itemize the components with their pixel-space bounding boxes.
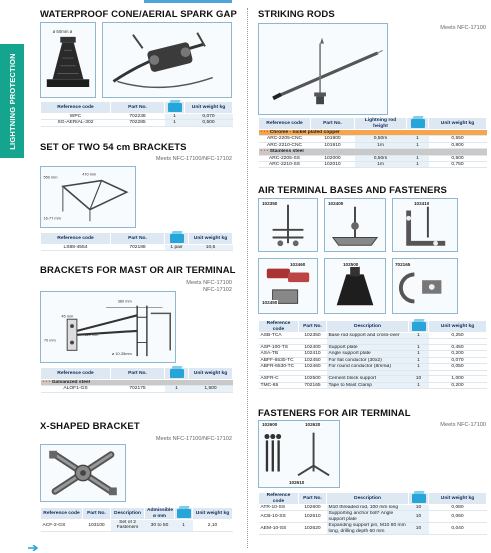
brackets54-title: SET OF TWO 54 cm BRACKETS [40, 142, 187, 153]
x-bracket-table [40, 507, 233, 532]
mast-brackets-table [40, 367, 233, 393]
cell-weight: 0,800 [429, 142, 487, 148]
cell-ref: ARC-2205-SS [259, 155, 311, 161]
table-row [259, 511, 487, 523]
cell-part: 702188 [111, 245, 165, 251]
cell-ref: ASA-TB [259, 351, 299, 357]
cell-part: 101900 [311, 136, 355, 142]
cell-qty: 10 [409, 511, 429, 523]
table-row [259, 382, 487, 388]
table-row [259, 523, 487, 535]
th-ref: Reference code [41, 233, 111, 245]
cell-weight: 0,550 [429, 136, 487, 142]
box-icon [165, 368, 189, 380]
mast-bracket-image [40, 291, 176, 363]
side-tab[interactable] [0, 44, 24, 158]
label-102600: 102600 [262, 422, 278, 427]
group-row: • • • Chrome - nickel plated copper [259, 130, 487, 136]
cell-weight: 0,070 [185, 114, 233, 120]
cell-weight: 0,050 [429, 364, 487, 370]
table-row [259, 357, 487, 363]
bases-table [258, 320, 487, 389]
cell-weight: 0,080 [429, 505, 487, 511]
th-desc: Description [327, 493, 409, 505]
cell-desc: Base rod support and cross-over [327, 333, 409, 339]
cell-part: 702285 [111, 120, 165, 126]
cell-ref: ALOF1-GS [41, 386, 111, 392]
cell-ref: SG-AERIAL-302 [41, 120, 111, 126]
th-unit-weight: Unit weight kg [429, 321, 487, 333]
table-row [259, 364, 487, 370]
dim-a: 380 mm [117, 298, 132, 304]
table-row [41, 120, 233, 126]
cell-qty: 1 [409, 345, 429, 351]
spark-gap-title: WATERPROOF CONE/AERIAL SPARK GAP [40, 9, 237, 20]
cell-ref: LS88-4554 [41, 245, 111, 251]
striking-rods-title: STRIKING RODS [258, 9, 335, 20]
cell-part: 102500 [299, 376, 327, 382]
cell-qty: 1 [409, 333, 429, 339]
dim-b: 45 mm [61, 313, 74, 319]
cell-height: 0,50m [355, 155, 407, 161]
table-row: ACF-2-GS 103100 Set of 2 Fasteners 30 to 50 1 2,10 [41, 520, 233, 532]
cell-qty: 1 [407, 136, 429, 142]
cell-qty: 1 [409, 382, 429, 388]
base-102350-image [258, 198, 318, 252]
label-102460: 102460 [290, 262, 306, 267]
brackets54-image [40, 166, 136, 228]
box-icon [409, 493, 429, 505]
striking-rod-image [258, 23, 388, 115]
cell-ref: AEM-10-SS [259, 523, 299, 535]
th-ref: Reference code [41, 102, 111, 114]
cell-qty: 1 [409, 364, 429, 370]
page-arrow-icon[interactable] [28, 545, 38, 551]
table-row [41, 386, 233, 392]
cell-ref: TMC-65 [259, 382, 299, 388]
cell-weight: 1,000 [429, 376, 487, 382]
cell-part: 102010 [311, 162, 355, 168]
dim-a: 550 mm [43, 174, 58, 180]
th-unit-weight: Unit weight kg [189, 233, 233, 245]
cell-qty: 1 pair [165, 245, 189, 251]
cell-ref: ABFF-6530-TC [259, 357, 299, 363]
fasteners-table [258, 492, 487, 535]
base-102450-102460-image [258, 258, 318, 314]
th-part: Part No. [111, 368, 165, 380]
cell-ref: ASFR-C [259, 376, 299, 382]
cell-qty: 1 [165, 114, 185, 120]
group-label: Chrome - nickel plated copper [269, 130, 340, 135]
cell-part: 102000 [311, 155, 355, 161]
cell-qty: 1 [409, 357, 429, 363]
bases-title: AIR TERMINAL BASES AND FASTENERS [258, 185, 447, 196]
cell-part: 702175 [111, 386, 165, 392]
label-102620: 102620 [305, 422, 321, 427]
cell-desc: Supporting anchor bolt* Angle support plate [327, 511, 409, 523]
cell-height: 0,50m [355, 136, 407, 142]
th-ref: Reference code [41, 368, 111, 380]
brackets54-norm: Meets NFC-17100/NFC-17102 [155, 156, 232, 162]
cell-part: 102350 [299, 333, 327, 339]
box-icon [175, 508, 193, 520]
striking-rods-table [258, 117, 487, 168]
base-102410-image [392, 198, 458, 252]
cell-desc: Expanding support pin, M10 80 mm long, drilling depth 60 mm [327, 523, 409, 535]
th-part: Part No. [111, 102, 165, 114]
cell-weight: 1,500 [189, 386, 233, 392]
th-admissible: Admissible ø mm [145, 508, 175, 520]
group-row: • • • Galvanized steel [41, 380, 233, 386]
cell-weight: 0,070 [429, 357, 487, 363]
th-height: Lightning rod height [355, 118, 407, 130]
table-row [41, 114, 233, 120]
label-102500: 102500 [343, 262, 359, 267]
striking-rods-norm: Meets NFC-17100 [440, 25, 486, 31]
cell-qty: 1 [409, 351, 429, 357]
cell-ref: ARC-2210-CNC [259, 142, 311, 148]
th-ref: Reference code [259, 118, 311, 130]
dim-b: 470 mm [82, 171, 97, 177]
th-ref: Reference code [259, 493, 299, 505]
fasteners-norm: Meets NFC-17100 [440, 422, 486, 428]
cell-weight: 0,060 [429, 511, 487, 523]
group-row: • • • Stainless steel [259, 149, 487, 155]
cell-qty: 1 [165, 120, 185, 126]
cell-weight: 0,450 [429, 345, 487, 351]
cell-qty: 1 [165, 386, 189, 392]
spark-gap-table [40, 101, 233, 127]
side-tab-label: LIGHTNING PROTECTION [7, 52, 17, 150]
cell-ref: WPC [41, 114, 111, 120]
x-bracket-image [40, 444, 126, 502]
th-desc: Description [327, 321, 409, 333]
th-unit-weight: Unit weight kg [185, 102, 233, 114]
box-icon [409, 321, 429, 333]
cell-part: 102610 [299, 511, 327, 523]
cell-ref: ATR-10-SS [259, 505, 299, 511]
dim-d: ø 10-35mm [111, 351, 132, 357]
th-unit-weight: Unit weight kg [429, 118, 487, 130]
cell-part: 102450 [299, 357, 327, 363]
label-102610: 102610 [289, 480, 305, 485]
dim-e: 70 mm [43, 337, 56, 343]
x-bracket-title: X-SHAPED BRACKET [40, 421, 140, 432]
box-icon [165, 233, 189, 245]
fasteners-title: FASTENERS FOR AIR TERMINAL [258, 408, 411, 419]
mast-brackets-title: BRACKETS FOR MAST OR AIR TERMINAL [40, 265, 236, 276]
cell-part: 102600 [299, 505, 327, 511]
cell-ref: ABFR-6530-TC [259, 364, 299, 370]
x-bracket-norm: Meets NFC-17100/NFC-17102 [155, 436, 232, 442]
cell-part: 101910 [311, 142, 355, 148]
table-row [41, 245, 233, 251]
group-label: Stainless steel [269, 149, 304, 155]
th-part: Part No. [111, 233, 165, 245]
th-unit-weight: Unit weight kg [193, 508, 233, 520]
th-desc: Description [111, 508, 145, 520]
cell-weight: 10,5 [189, 245, 233, 251]
cell-desc: Support plate [327, 345, 409, 351]
cell-desc: For flat conductor (30x2) [327, 357, 409, 363]
norm-line-1: Meets NFC-17100 [186, 280, 232, 286]
cell-ref: ARC-2205-CNC [259, 136, 311, 142]
column-divider [247, 8, 248, 548]
cell-qty: 1 [407, 162, 429, 168]
norm-line-2: NFC-17102 [203, 287, 232, 293]
label-102410: 102410 [414, 201, 430, 206]
cell-ref: ARC-2210-SS [259, 162, 311, 168]
table-row [259, 162, 487, 168]
cell-ref: ASB-TCA [259, 333, 299, 339]
cell-ref: ASP-100-TS [259, 345, 299, 351]
th-part: Part No. [311, 118, 355, 130]
th-part: Part No. [83, 508, 111, 520]
box-icon [407, 118, 429, 130]
th-unit-weight: Unit weight kg [189, 368, 233, 380]
brackets54-table [40, 232, 233, 251]
top-accent-bar [144, 0, 232, 3]
cell-weight: 0,200 [429, 351, 487, 357]
cone-dim-label: ø 50mm ø [52, 29, 73, 34]
th-part: Part No. [299, 493, 327, 505]
cell-weight: 0,500 [429, 155, 487, 161]
cell-weight: 0,500 [185, 120, 233, 126]
cell-part: 702165 [299, 382, 327, 388]
box-icon [165, 102, 185, 114]
cell-desc: For round conductor (8mmø) [327, 364, 409, 370]
cell-part: 102400 [299, 345, 327, 351]
cell-qty: 1 [407, 155, 429, 161]
cell-height: 1m [355, 162, 407, 168]
th-unit-weight: Unit weight kg [429, 493, 487, 505]
cell-part: 102620 [299, 523, 327, 535]
cell-desc: Angle support plate [327, 351, 409, 357]
cell-weight: 0,250 [429, 333, 487, 339]
label-102400: 102400 [328, 201, 344, 206]
th-part: Part No. [299, 321, 327, 333]
cell-qty: 1 [407, 142, 429, 148]
aerial-spark-gap-image [102, 22, 232, 98]
cell-part: 702238 [111, 114, 165, 120]
cell-part: 102460 [299, 364, 327, 370]
cell-qty: 10 [409, 505, 429, 511]
cell-weight: 0,750 [429, 162, 487, 168]
waterproof-cone-image [40, 22, 96, 98]
fasteners-image [258, 420, 340, 488]
base-102400-image [324, 198, 386, 252]
label-102450: 102450 [262, 300, 278, 305]
cell-desc: Cement block support [327, 376, 409, 382]
th-ref: Reference code [259, 321, 299, 333]
cell-qty: 10 [409, 523, 429, 535]
th-ref: Reference code [41, 508, 83, 520]
cell-part: 102410 [299, 351, 327, 357]
cell-qty: 10 [409, 376, 429, 382]
cell-desc: Tape to Mast Clamp [327, 382, 409, 388]
cell-weight: 0,040 [429, 523, 487, 535]
cell-ref: ACB-10-SS [259, 511, 299, 523]
group-label: Galvanized steel [51, 380, 91, 385]
dim-c: 16-77 mm [43, 215, 61, 221]
label-102350: 102350 [262, 201, 278, 206]
cell-desc: M10 threaded rod, 100 mm long [327, 505, 409, 511]
cell-height: 1m [355, 142, 407, 148]
label-702165: 702165 [395, 262, 411, 267]
cell-weight: 0,200 [429, 382, 487, 388]
